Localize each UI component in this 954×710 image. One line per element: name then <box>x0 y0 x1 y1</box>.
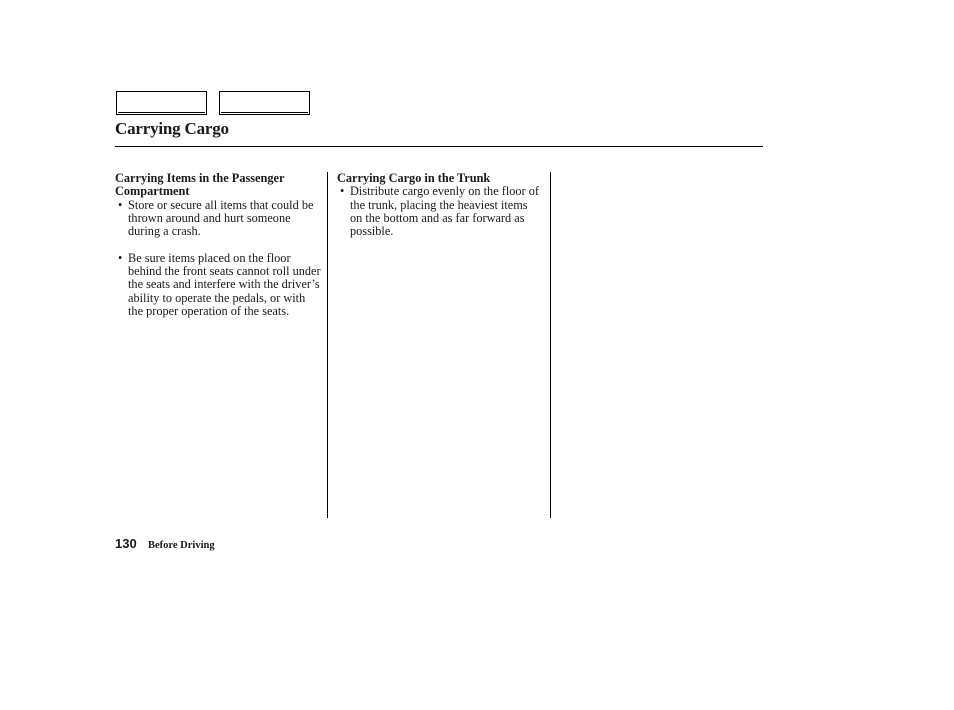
section-heading: Carrying Cargo in the Trunk <box>337 171 491 185</box>
previous-page-button[interactable] <box>116 91 207 115</box>
section-heading: Carrying Items in the Passenger Compartment <box>115 171 285 199</box>
page-title: Carrying Cargo <box>115 119 229 138</box>
next-page-button[interactable] <box>219 91 310 115</box>
column-divider <box>327 172 328 518</box>
column-divider <box>550 172 551 518</box>
bullet-item: • Be sure items placed on the floor behind the front seats cannot roll under the seats and interfere with the driver’s ability to operate the pedals, or with the proper operation of the seats. <box>115 252 323 318</box>
column-passenger-compartment <box>115 172 323 318</box>
page-number: 130 <box>115 536 137 551</box>
bullet-item: • Store or secure all items that could be thrown around and hurt someone during a crash. <box>115 199 323 239</box>
section-footer: Before Driving <box>148 540 215 551</box>
bullet-list <box>337 185 542 238</box>
column-trunk <box>337 172 542 238</box>
bullet-item: • Distribute cargo evenly on the floor of the trunk, placing the heaviest items on the bottom and as far forward as possible. <box>337 185 542 238</box>
title-divider <box>115 146 763 147</box>
bullet-list <box>115 199 323 319</box>
